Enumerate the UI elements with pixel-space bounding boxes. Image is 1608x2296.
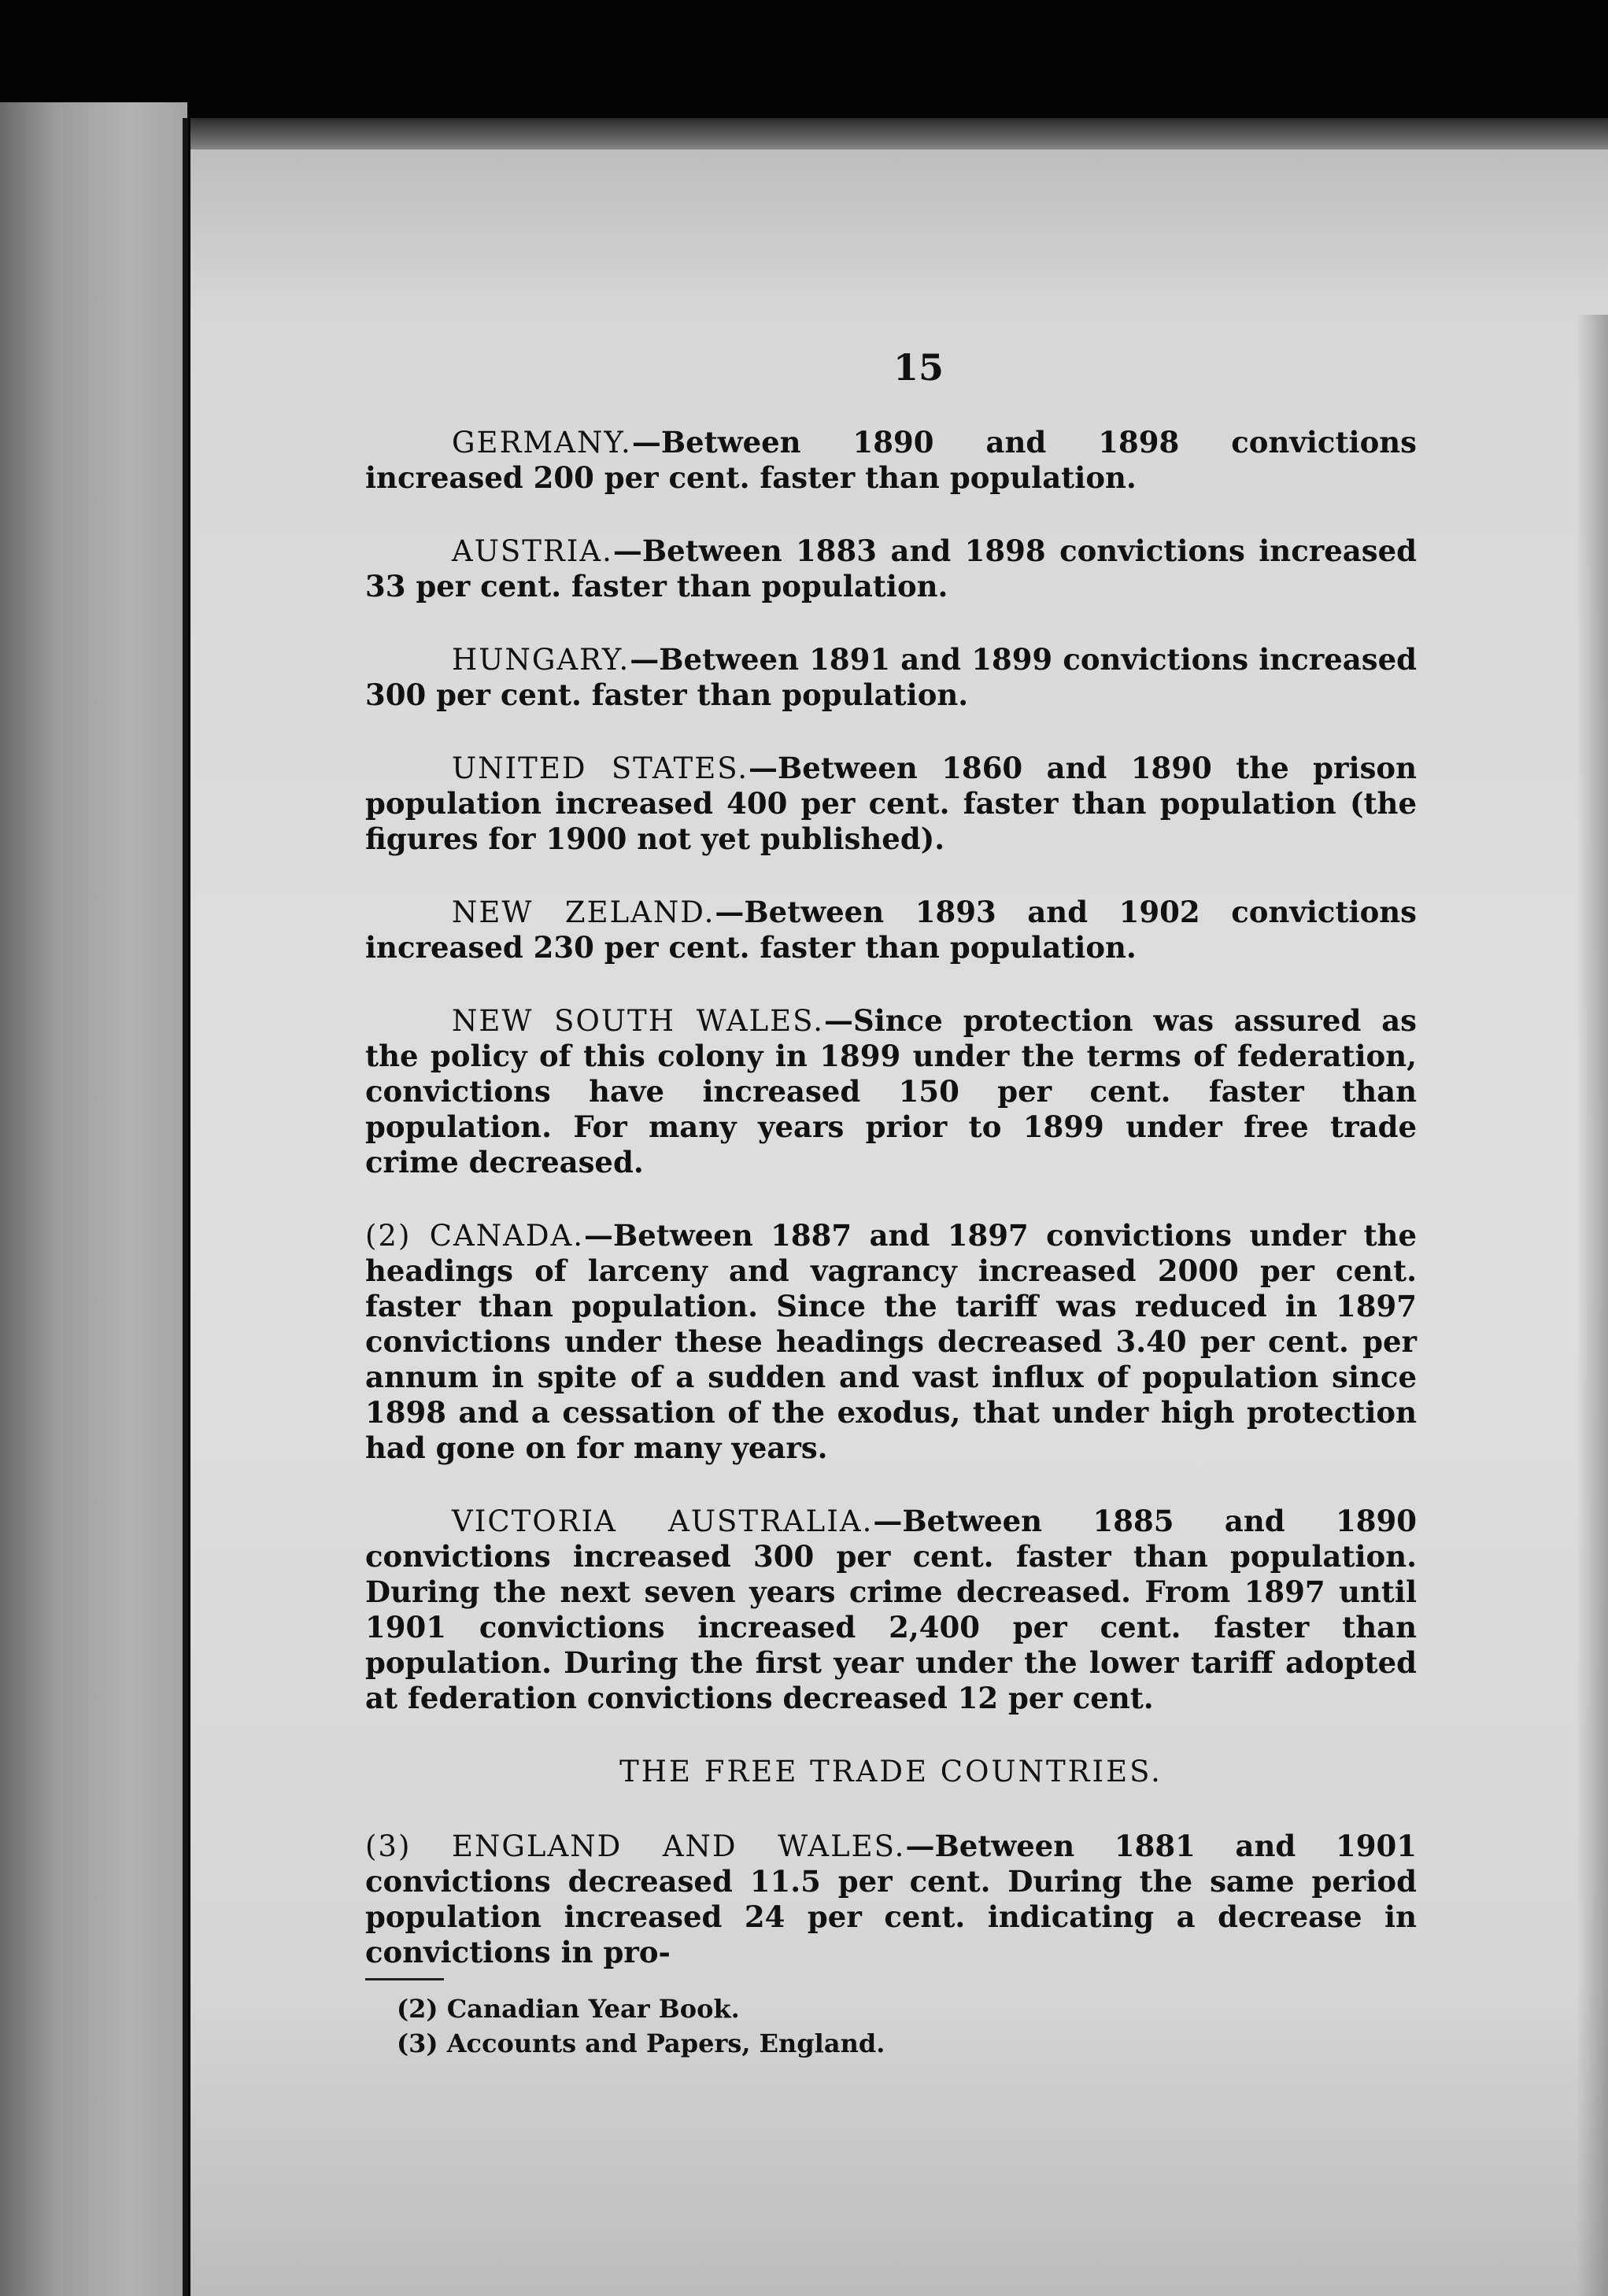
paragraph-austria [365,533,1417,604]
paragraph-body: —Between 1890 and 1898 convictions increased 200 per cent. faster than population. [365,425,1417,495]
footnote: (3) Accounts and Papers, England. [397,2028,885,2058]
paragraph-new-zeland [365,895,1417,965]
paragraph-lead: GERMANY. [452,426,632,460]
page-text [365,346,1418,2061]
paragraph-lead: (2) CANADA. [365,1219,584,1253]
section-heading: THE FREE TRADE COUNTRIES. [619,1755,1163,1788]
paragraph-lead: UNITED STATES. [452,751,749,785]
adjacent-page-edge [0,102,187,2296]
paragraph-body: —Since protection was assured as the policy of this colony in 1899 under the terms of federation, convictions have increased 150 per cent. faster than population. For many years prior to 1899 under free trade crime decreased. [365,1003,1417,1179]
paragraph-hungary [365,642,1417,713]
paragraph-england-wales [365,1829,1417,1970]
page-right-shadow [1577,315,1608,2296]
paragraph-body: —Between 1860 and 1890 the prison population increased 400 per cent. faster than population (the figures for 1900 not yet published). [365,751,1418,856]
paragraph-lead: AUSTRIA. [452,534,613,568]
paragraph-body: —Between 1887 and 1897 convictions under the headings of larceny and vagrancy increased 2000 per cent. faster than population. Since the tariff was reduced in 1897 convictions under these headings decreased 3.40 per cent. per annum in spite of a sudden and vast influx of population since 1898 and a cessation of the exodus, that under high protection had gone on for many years. [365,1218,1417,1465]
paragraph-body: —Between 1881 and 1901 convictions decreased 11.5 per cent. During the same period population increased 24 per cent. indicating a decrease in convictions in pro- [365,1829,1417,1969]
paragraph-lead: NEW ZELAND. [452,895,715,929]
paragraph-united-states [365,751,1417,857]
paragraph-lead: HUNGARY. [452,643,630,677]
paragraph-new-south-wales [365,1003,1417,1180]
binding-gutter [183,118,188,2296]
paragraph-germany [365,425,1417,496]
paragraph-lead: VICTORIA AUSTRALIA. [452,1504,874,1538]
paragraph-body: —Between 1891 and 1899 convictions increased 300 per cent. faster than population. [365,642,1417,712]
paragraph-victoria-australia [365,1504,1417,1716]
footnote: (2) Canadian Year Book. [397,1994,740,2024]
paragraph-lead: NEW SOUTH WALES. [452,1004,824,1038]
page-number: 15 [893,346,944,389]
paragraph-canada [365,1218,1417,1466]
paragraph-lead: (3) ENGLAND AND WALES. [365,1829,906,1863]
footnote-rule [365,1978,444,1980]
paragraph-body: —Between 1885 and 1890 convictions increased 300 per cent. faster than population. During the next seven years crime decreased. From 1897 until 1901 convictions increased 2,400 per cent. faster than population. During the first year under the lower tariff adopted at federation convictions decreased 12 per cent. [365,1504,1417,1715]
paragraph-body: —Between 1883 and 1898 convictions increased 33 per cent. faster than population. [365,533,1417,604]
paragraph-body: —Between 1893 and 1902 convictions increased 230 per cent. faster than population. [365,895,1417,965]
